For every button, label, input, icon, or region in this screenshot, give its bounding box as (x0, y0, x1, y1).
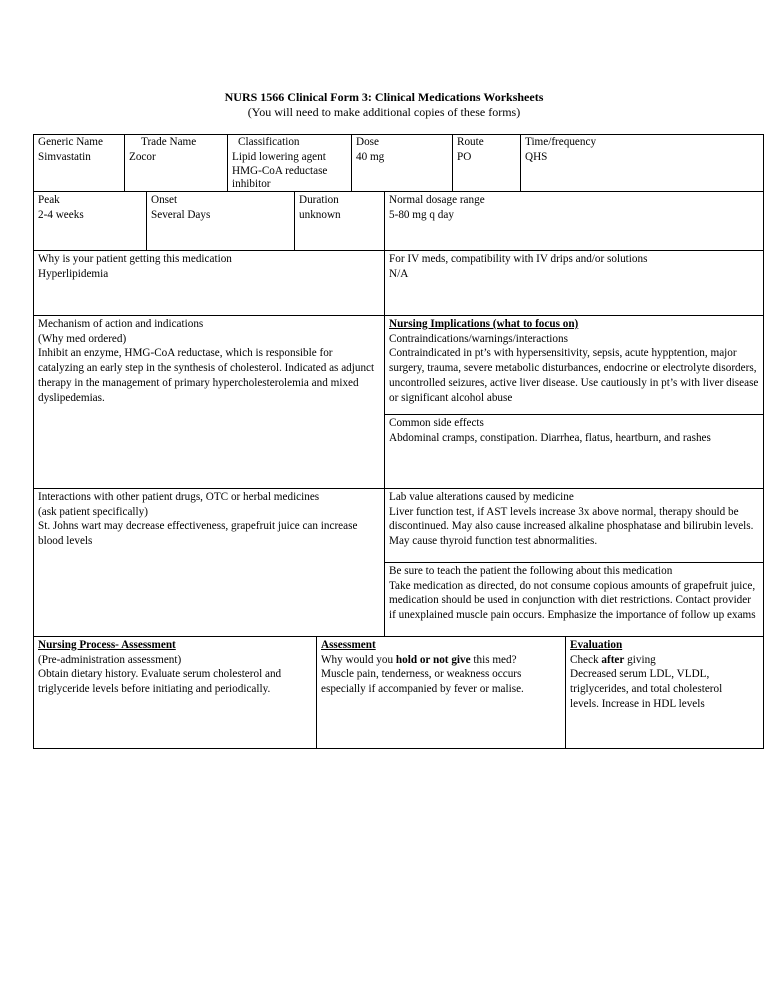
assessment-question-pre: Why would you (321, 653, 396, 666)
contraindications-text: Contraindicated in pt’s with hypersensitivity, sepsis, acute hypptention, major surgery, trauma, severe metabolic disturbances, endocrine or electrolyte disorders, uncontrolled seizures, active liver disease. Use cautiously in pt’s with liver disease or significant alcohol abuse (389, 347, 759, 404)
trade-name-value: Zocor (129, 150, 156, 163)
classification-value-2: HMG-CoA reductase (232, 165, 328, 178)
side-effects-cell (384, 415, 764, 488)
patient-teaching-label: Be sure to teach the patient the following about this medication (389, 565, 673, 577)
generic-name-value: Simvastatin (38, 150, 91, 163)
nursing-process-sub: (Pre-administration assessment) (38, 653, 182, 666)
classification-value-1: Lipid lowering agent (232, 150, 326, 163)
mechanism-sub: (Why med ordered) (38, 332, 127, 345)
why-medication-label: Why is your patient getting this medication (38, 253, 232, 265)
time-frequency-label: Time/frequency (525, 136, 597, 148)
evaluation-label: Evaluation (570, 639, 623, 651)
side-effects-label: Common side effects (389, 417, 484, 429)
nursing-process-cell (33, 637, 316, 749)
dose-label: Dose (356, 136, 379, 148)
evaluation-text: Decreased serum LDL, VLDL, triglycerides, and total cholesterol levels. Increase in HDL levels (570, 668, 723, 710)
lab-alterations-text: Liver function test, if AST levels increase 3x above normal, therapy should be discontinued. May also cause increased alkaline phosphatase and bilirubin levels. May cause thyroid function test abnormalities. (389, 505, 754, 548)
nursing-process-label: Nursing Process- Assessment (38, 639, 176, 651)
generic-name-cell (33, 134, 124, 191)
normal-dosage-cell (384, 192, 764, 250)
assessment-question-post: this med? (470, 653, 517, 666)
assessment-text: Muscle pain, tenderness, or weakness occurs especially if accompanied by fever or malise. (321, 668, 524, 696)
classification-value-3: inhibitor (232, 178, 271, 191)
peak-label: Peak (38, 194, 60, 206)
assessment-label: Assessment (321, 639, 376, 651)
iv-compatibility-value: N/A (389, 267, 409, 280)
dose-cell (351, 134, 452, 191)
mechanism-label: Mechanism of action and indications (38, 318, 204, 330)
time-frequency-value: QHS (525, 150, 548, 163)
iv-compatibility-cell (384, 251, 764, 315)
evaluation-check-post: giving (624, 653, 656, 666)
evaluation-check (570, 653, 760, 668)
patient-teaching-cell (384, 563, 764, 636)
interactions-cell (33, 489, 384, 636)
interactions-text: St. Johns wart may decrease effectiveness, grapefruit juice can increase blood levels (38, 520, 358, 548)
why-medication-value: Hyperlipidemia (38, 267, 109, 280)
contraindications-cell (384, 316, 764, 414)
mechanism-text: Inhibit an enzyme, HMG-CoA reductase, which is responsible for catalyzing an early step in the synthesis of cholesterol. Indicated as adjunct therapy in the management of primary hypercholesterolemia and mixed dyslipedemias. (38, 347, 375, 404)
route-value: PO (457, 150, 472, 163)
iv-compatibility-label: For IV meds, compatibility with IV drips and/or solutions (389, 253, 648, 265)
trade-name-cell (124, 134, 227, 191)
generic-name-label: Generic Name (38, 136, 103, 148)
interactions-sub: (ask patient specifically) (38, 505, 148, 518)
classification-cell (227, 134, 351, 191)
evaluation-check-pre: Check (570, 653, 602, 666)
trade-name-label: Trade Name (141, 136, 197, 148)
nursing-process-text: Obtain dietary history. Evaluate serum cholesterol and triglyceride levels before initiating and periodically. (38, 668, 282, 696)
assessment-cell (316, 637, 565, 749)
route-cell (452, 134, 520, 191)
classification-label: Classification (238, 136, 300, 148)
nursing-implications-label: Nursing Implications (what to focus on) (389, 318, 579, 330)
form-subtitle: (You will need to make additional copies of these forms) (247, 105, 521, 119)
dose-value: 40 mg (356, 150, 385, 163)
contraindications-label: Contraindications/warnings/interactions (389, 332, 568, 345)
patient-teaching-text: Take medication as directed, do not consume copious amounts of grapefruit juice, medication should be used in conjunction with diet restrictions. Contact provider if unexplained muscle pain occurs. Emphasize the importance of follow up exams (389, 579, 756, 622)
lab-alterations-label: Lab value alterations caused by medicine (389, 491, 574, 503)
side-effects-text: Abdominal cramps, constipation. Diarrhea, flatus, heartburn, and rashes (389, 431, 711, 444)
evaluation-cell (565, 637, 764, 749)
assessment-question (321, 653, 561, 668)
route-label: Route (457, 136, 484, 148)
form-title: NURS 1566 Clinical Form 3: Clinical Medications Worksheets (224, 90, 544, 104)
onset-label: Onset (151, 194, 178, 206)
peak-value: 2-4 weeks (38, 208, 84, 221)
lab-alterations-cell (384, 489, 764, 562)
normal-dosage-label: Normal dosage range (389, 194, 485, 206)
time-frequency-cell (520, 134, 764, 191)
duration-cell (294, 192, 384, 250)
assessment-question-bold: hold or not give (395, 653, 471, 666)
peak-cell (33, 192, 146, 250)
interactions-label: Interactions with other patient drugs, OTC or herbal medicines (38, 491, 320, 503)
mechanism-cell (33, 316, 384, 488)
duration-value: unknown (299, 208, 341, 221)
why-medication-cell (33, 251, 384, 315)
duration-label: Duration (299, 194, 339, 206)
onset-cell (146, 192, 294, 250)
onset-value: Several Days (151, 208, 211, 221)
evaluation-check-bold: after (601, 653, 625, 666)
normal-dosage-value: 5-80 mg q day (389, 208, 454, 221)
